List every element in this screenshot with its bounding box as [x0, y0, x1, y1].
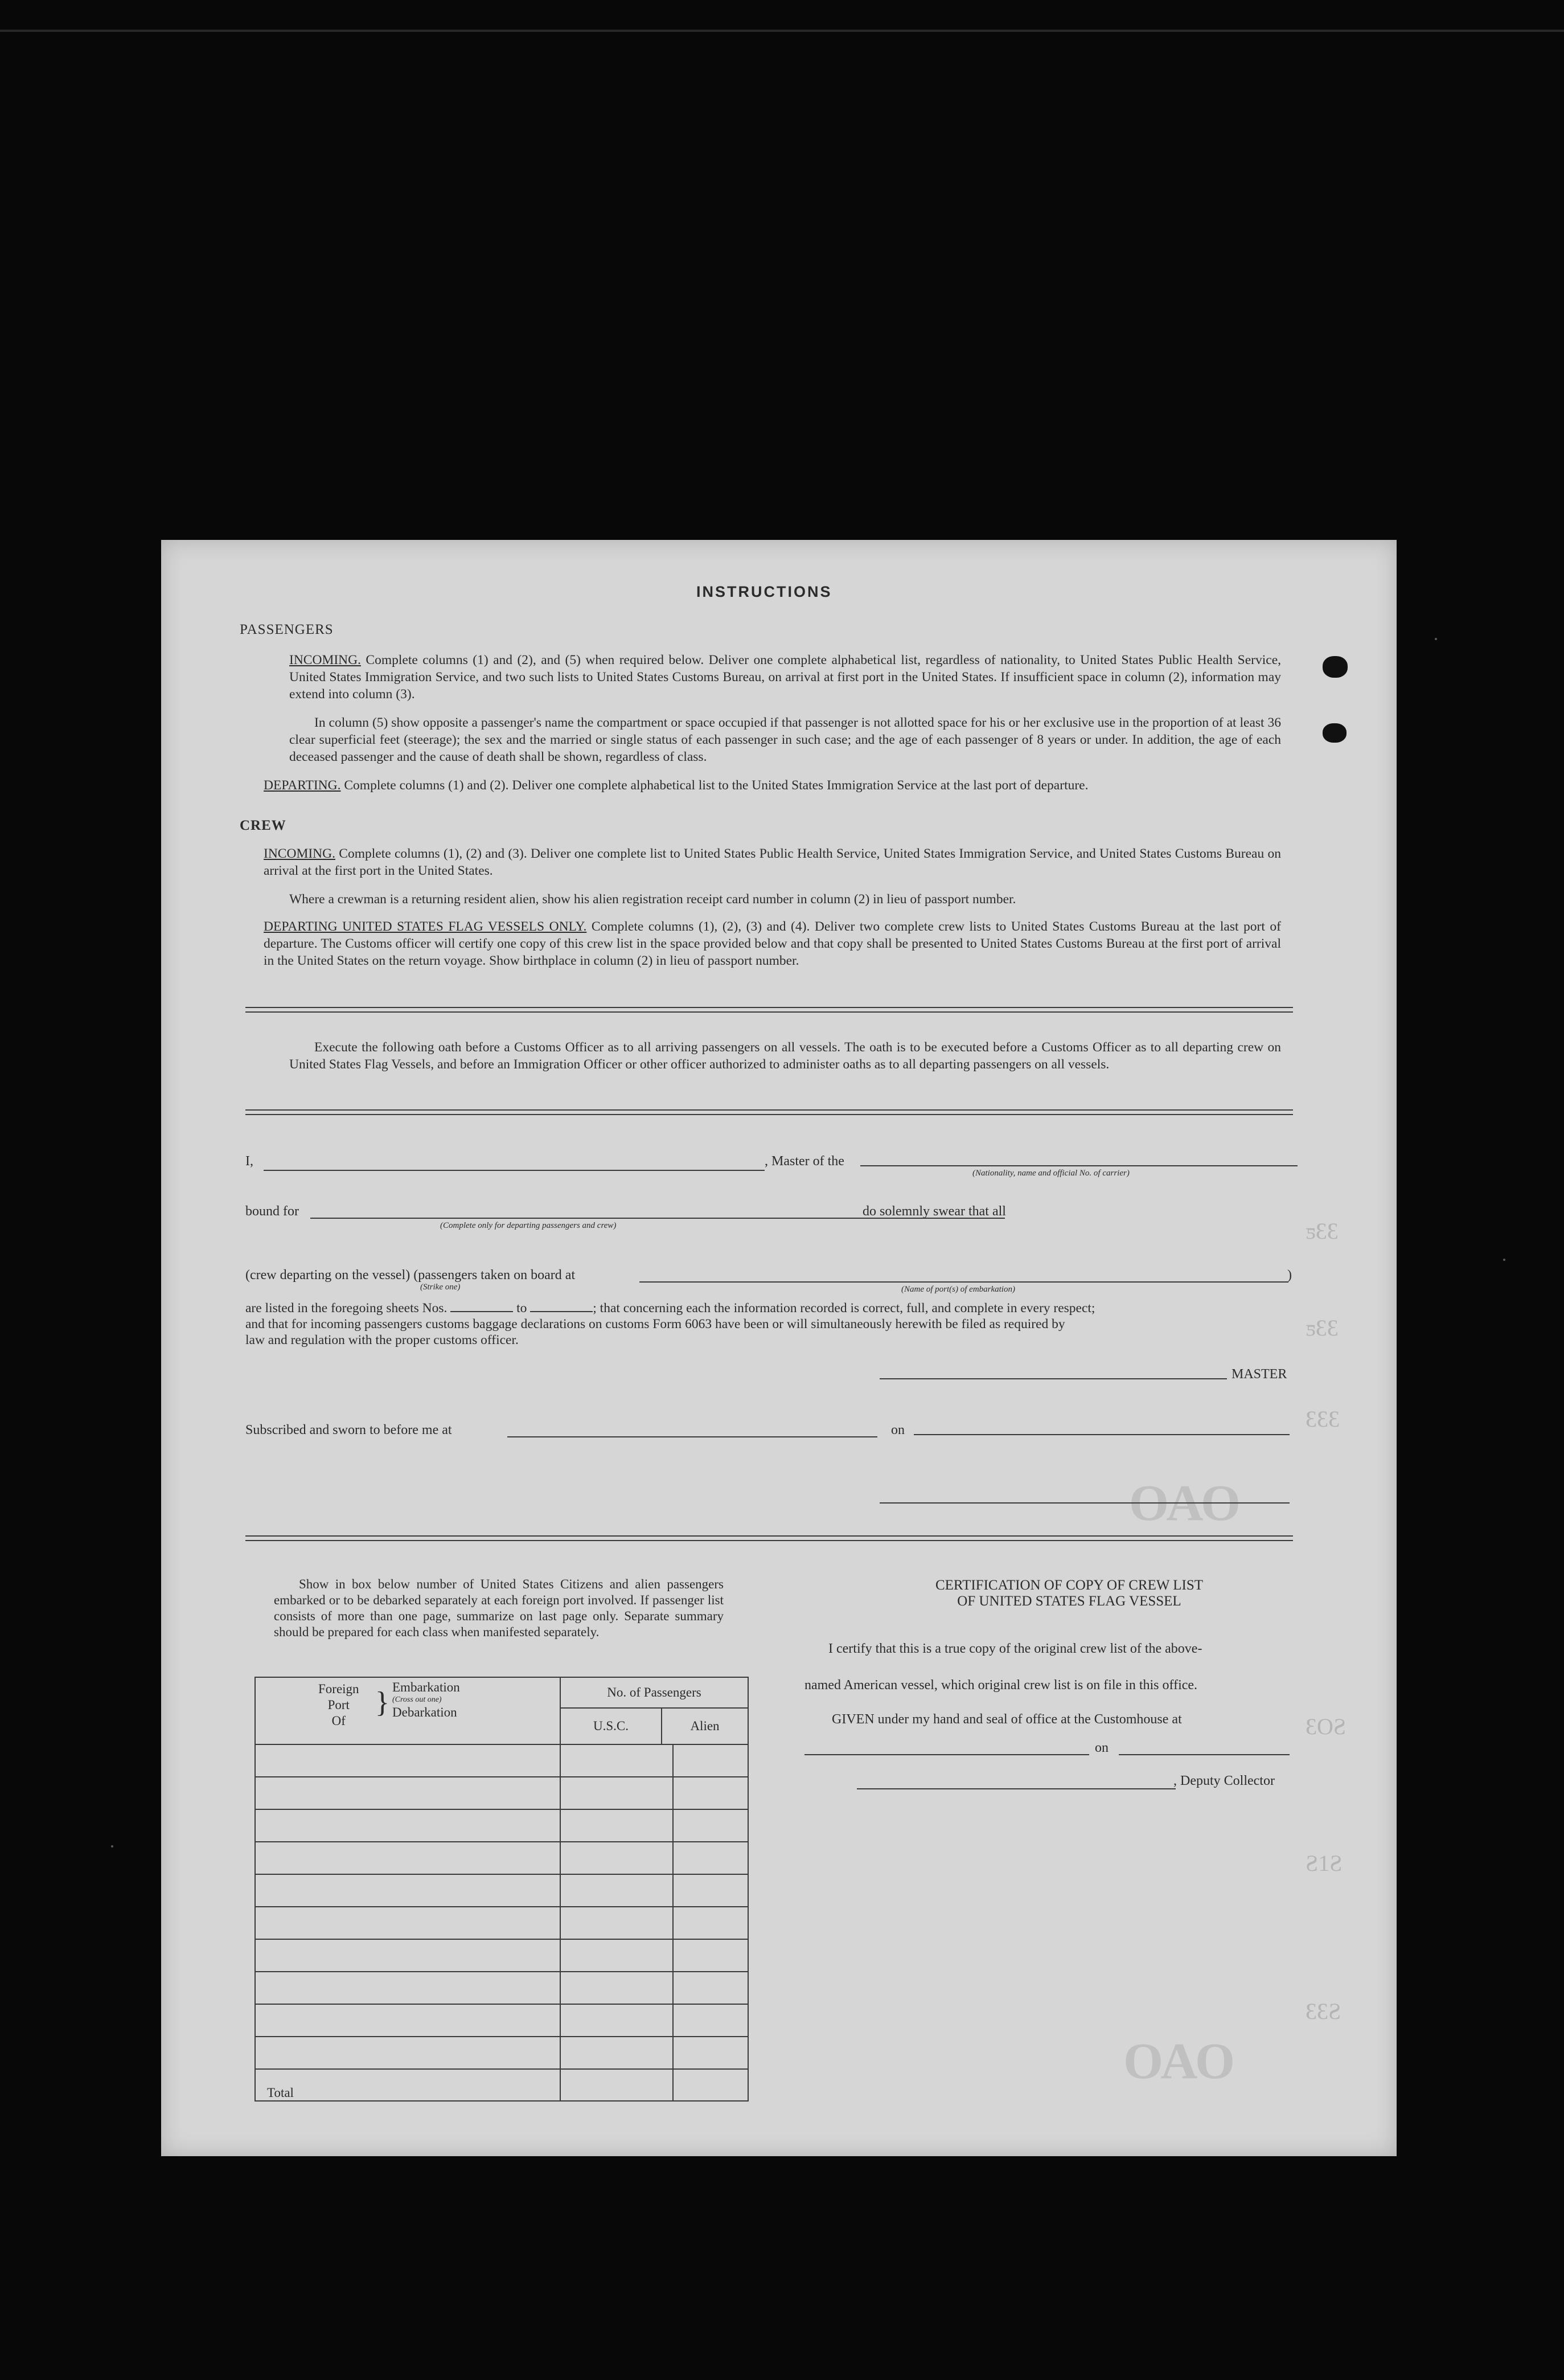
summary-usc-cell[interactable]	[560, 1744, 673, 1777]
crew-passengers-text: (crew departing on the vessel) (passengers taken on board at	[245, 1268, 576, 1283]
cert-date-field[interactable]	[1119, 1754, 1290, 1755]
oath-intro: Execute the following oath before a Customs Officer as to all arriving passengers on all vessels. The oath is to be executed before a Customs Officer as to all departing crew on United States Flag Vessels, and before an Immigration Officer or other officer authorized to administer oaths as to all departing passengers on all vessels.	[289, 1040, 1281, 1072]
listed-d: law and regulation with the proper customs officer.	[245, 1333, 519, 1347]
cert-text-b: named American vessel, which original crew list is on file in this office.	[804, 1678, 1198, 1693]
subscribed-label: Subscribed and sworn to before me at	[245, 1423, 452, 1437]
bound-caption: (Complete only for departing passengers and crew)	[440, 1221, 617, 1230]
cert-on-label: on	[1095, 1740, 1109, 1755]
summary-alien-cell[interactable]	[673, 1874, 748, 1907]
summary-port-cell[interactable]	[255, 1809, 560, 1842]
listed-a: are listed in the foregoing sheets Nos.	[245, 1301, 448, 1316]
of-label: Of	[331, 1714, 346, 1728]
listed-c: and that for incoming passengers customs baggage declarations on customs Form 6063 have been or will simultaneously herewith be filed as required by	[245, 1317, 1065, 1332]
master-of-label: , Master of the	[765, 1154, 844, 1169]
strike-one-caption: (Strike one)	[420, 1283, 461, 1292]
total-label: Total	[255, 2069, 560, 2101]
summary-usc-cell[interactable]	[560, 1939, 673, 1972]
summary-port-cell[interactable]	[255, 1842, 560, 1874]
incoming-label: INCOMING.	[289, 653, 361, 667]
summary-usc-cell[interactable]	[560, 1842, 673, 1874]
bleed-through-mark: ОАО	[1129, 1475, 1241, 1531]
summary-port-cell[interactable]	[255, 1777, 560, 1809]
summary-usc-cell[interactable]	[560, 1874, 673, 1907]
summary-rows	[255, 1744, 748, 2069]
summary-alien-cell[interactable]	[673, 1939, 748, 1972]
summary-alien-cell[interactable]	[673, 1777, 748, 1809]
cert-text-a: I certify that this is a true copy of the original crew list of the above-	[828, 1641, 1202, 1656]
debarkation-label: Debarkation	[392, 1705, 457, 1719]
ink-blot	[1323, 656, 1348, 678]
sworn-place-field[interactable]	[507, 1436, 877, 1437]
dust-speck	[111, 1845, 113, 1848]
embarkation-label: Embarkation	[392, 1680, 460, 1694]
bleed-through-mark: ƐOƧ	[1306, 1714, 1347, 1739]
bleed-through-mark: ƽƐƐ	[1306, 1315, 1339, 1341]
master-label: MASTER	[1232, 1367, 1287, 1382]
bleed-through-mark: Ƨ1Ƨ	[1306, 1850, 1343, 1876]
master-name-field[interactable]	[264, 1170, 765, 1171]
summary-port-cell[interactable]	[255, 1939, 560, 1972]
sworn-date-field[interactable]	[914, 1434, 1290, 1435]
summary-usc-cell[interactable]	[560, 1907, 673, 1939]
certification-title	[853, 1578, 1286, 1609]
summary-usc-cell[interactable]	[560, 1809, 673, 1842]
dust-speck	[1435, 638, 1437, 640]
column5-paragraph: In column (5) show opposite a passenger's name the compartment or space occupied if that passenger is not allotted space for his or her exclusive use in the proportion of at least 36 clear superficial feet (steerage); the sex and the married or single status of each passenger in such case; and the age of each passenger of 8 years or under. In addition, the age of each deceased passenger and the cause of death shall be shown, regardless of class.	[289, 715, 1281, 764]
scanner-edge	[0, 30, 1564, 32]
summary-port-cell[interactable]	[255, 1874, 560, 1907]
summary-table-row	[255, 1972, 748, 2004]
summary-usc-cell[interactable]	[560, 1972, 673, 2004]
sworn-on-label: on	[891, 1423, 905, 1437]
section-divider	[245, 1109, 1293, 1115]
section-divider	[245, 1007, 1293, 1013]
summary-port-cell[interactable]	[255, 2037, 560, 2069]
passengers-incoming-text: Complete columns (1) and (2), and (5) when required below. Deliver one complete alphabetical list, regardless of nationality, to United States Public Health Service, United States Immigration Service, and two such lists to United States Customs Bureau, on arrival at first port in the United States. If insufficient space in column (2), information may extend into column (3).	[289, 653, 1282, 702]
cert-given: GIVEN under my hand and seal of office at the Customhouse at	[832, 1712, 1182, 1727]
sheet-from-field[interactable]	[450, 1311, 513, 1312]
embarkation-port-field[interactable]	[639, 1281, 1288, 1283]
crew-departing-paragraph	[264, 918, 1281, 969]
summary-alien-cell[interactable]	[673, 1809, 748, 1842]
summary-alien-cell[interactable]	[673, 2004, 748, 2037]
oath-i-label: I,	[245, 1154, 253, 1169]
usc-label: U.S.C.	[561, 1709, 662, 1744]
summary-table-row	[255, 1874, 748, 1907]
summary-alien-cell[interactable]	[673, 1842, 748, 1874]
instructions-title: INSTRUCTIONS	[696, 583, 832, 600]
summary-usc-cell[interactable]	[560, 1777, 673, 1809]
summary-port-cell[interactable]	[255, 1907, 560, 1939]
summary-usc-cell[interactable]	[560, 2037, 673, 2069]
bleed-through-mark: ƽƐƐ	[1306, 1218, 1339, 1244]
officer-signature-field[interactable]	[880, 1502, 1290, 1504]
summary-port-cell[interactable]	[255, 2004, 560, 2037]
crew-incoming-label: INCOMING.	[264, 846, 335, 861]
summary-usc-cell[interactable]	[560, 2004, 673, 2037]
alien-label: Alien	[690, 1719, 720, 1733]
passengers-departing-paragraph	[264, 777, 1281, 794]
dust-speck	[1503, 1259, 1505, 1261]
no-of-passengers-label: No. of Passengers	[561, 1678, 748, 1709]
port-label: Port	[327, 1698, 350, 1712]
ink-blot	[1323, 723, 1347, 743]
summary-table-row	[255, 1744, 748, 1777]
carrier-field[interactable]	[860, 1165, 1298, 1166]
crew-incoming-text: Complete columns (1), (2) and (3). Deliver one complete list to United States Public Health Service, United States Immigration Service, and United States Customs Bureau on arrival at the first port in the United States.	[264, 846, 1281, 878]
customhouse-field[interactable]	[804, 1754, 1089, 1755]
passenger-summary-table	[254, 1677, 749, 2102]
crew-returning-paragraph: Where a crewman is a returning resident alien, show his alien registration receipt card number in column (2) in lieu of passport number.	[289, 892, 1016, 907]
listed-b: ; that concerning each the information recorded is correct, full, and complete in every respect;	[593, 1301, 1095, 1316]
crew-departing-text: Complete columns (1), (2), (3) and (4). Deliver two complete crew lists to United States Customs Bureau at the last port of departure. The Customs officer will certify one copy of this crew list in the space provided below and that copy shall be presented to United States Customs Bureau at the first port of arrival in the United States on the return voyage. Show birthplace in column (2) in lieu of passport number.	[264, 919, 1281, 968]
solemnly-swear-text: do solemnly swear that all	[863, 1204, 1006, 1219]
total-usc-cell[interactable]	[560, 2069, 673, 2101]
port-header-cell: Foreign Port Of } Embarkation (Cross out one) Debarkation	[255, 1677, 560, 1744]
summary-table-row	[255, 1777, 748, 1809]
summary-table-row	[255, 1809, 748, 1842]
cert-title-line1: CERTIFICATION OF COPY OF CREW LIST	[935, 1578, 1204, 1593]
bleed-through-mark: ƐƐƐ	[1306, 1406, 1340, 1432]
passengers-departing-text: Complete columns (1) and (2). Deliver one complete alphabetical list to the United States Immigration Service at the last port of departure.	[344, 778, 1089, 793]
summary-alien-cell[interactable]	[673, 1972, 748, 2004]
listed-sheets-text	[245, 1300, 1095, 1317]
deputy-signature-field[interactable]	[857, 1788, 1176, 1789]
summary-table-row	[255, 2004, 748, 2037]
summary-alien-cell[interactable]	[673, 2037, 748, 2069]
summary-instruction: Show in box below number of United States Citizens and alien passengers embarked or to be debarked separately at each foreign port involved. If passenger list consists of more than one page, summarize on last page only. Separate summary should be prepared for each class when manifested separately.	[274, 1577, 724, 1639]
departing-label: DEPARTING.	[264, 778, 341, 793]
passengers-incoming-paragraph	[289, 652, 1281, 703]
summary-alien-cell[interactable]	[673, 1744, 748, 1777]
close-paren: )	[1287, 1268, 1292, 1283]
summary-table-row	[255, 1842, 748, 1874]
summary-table-row	[255, 2037, 748, 2069]
carrier-caption: (Nationality, name and official No. of carrier)	[972, 1169, 1130, 1178]
crew-departing-label: DEPARTING UNITED STATES FLAG VESSELS ONLY.	[264, 919, 587, 934]
cross-out-label: (Cross out one)	[392, 1695, 442, 1704]
total-alien-cell[interactable]	[673, 2069, 748, 2101]
bleed-through-mark: ОАО	[1123, 2033, 1235, 2090]
port-caption: (Name of port(s) of embarkation)	[901, 1285, 1015, 1294]
deputy-collector-label: , Deputy Collector	[1173, 1773, 1275, 1788]
summary-alien-cell[interactable]	[673, 1907, 748, 1939]
listed-to: to	[516, 1301, 527, 1316]
bound-for-label: bound for	[245, 1204, 299, 1219]
summary-port-cell[interactable]	[255, 1972, 560, 2004]
passengers-header-cell	[560, 1677, 748, 1744]
sheet-to-field[interactable]	[530, 1311, 593, 1312]
passengers-heading: PASSENGERS	[240, 622, 334, 637]
cert-title-line2: OF UNITED STATES FLAG VESSEL	[957, 1594, 1181, 1609]
summary-port-cell[interactable]	[255, 1744, 560, 1777]
bleed-through-mark: ƐƐƧ	[1306, 1998, 1341, 2024]
section-divider	[245, 1535, 1293, 1541]
crew-heading: CREW	[240, 818, 286, 833]
summary-table-row	[255, 1939, 748, 1972]
master-signature-field[interactable]	[880, 1378, 1227, 1379]
crew-incoming-paragraph	[264, 845, 1281, 879]
summary-table-row	[255, 1907, 748, 1939]
document-page	[161, 540, 1397, 2156]
foreign-label: Foreign	[318, 1682, 359, 1696]
